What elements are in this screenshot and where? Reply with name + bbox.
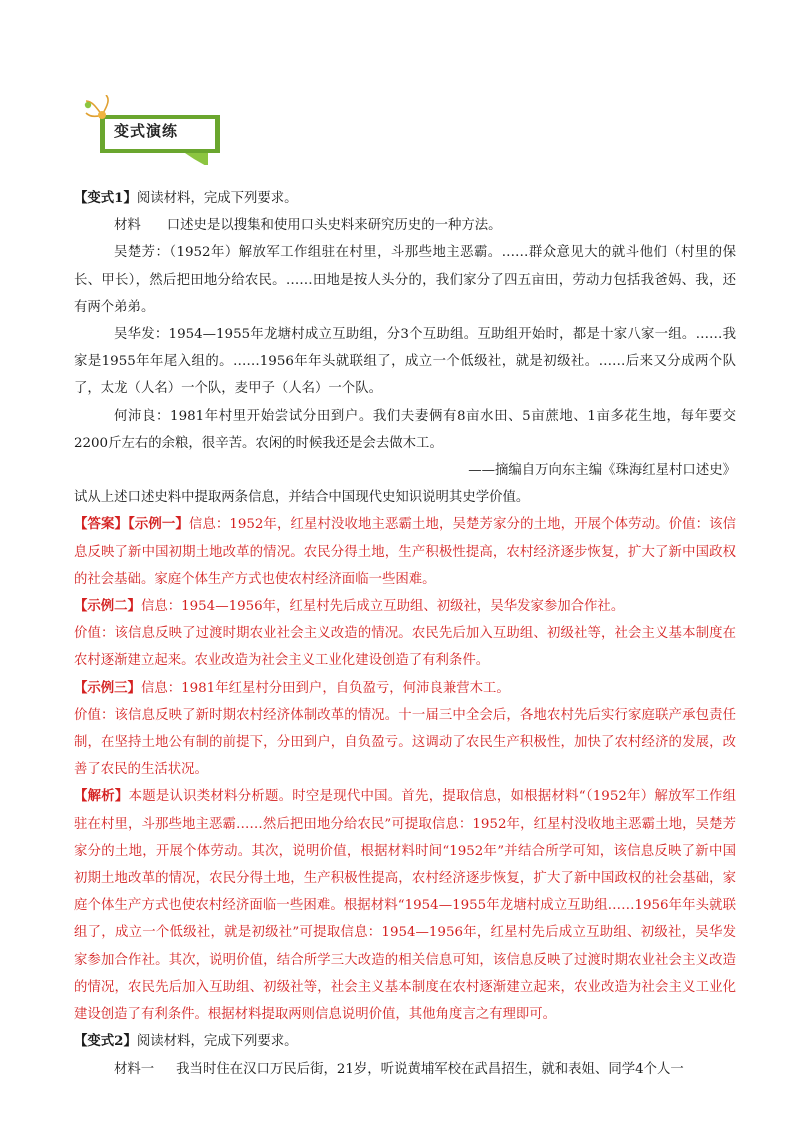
q1-material-label: 材料: [114, 218, 141, 234]
analysis-text: 本题是认识类材料分析题。时空是现代中国。首先，提取信息，如根据材料“（1952年）解放军工作组驻在村里，斗那些地主恶霸……然后把田地分给农民”可提取信息：1952年，红星村没收地主恶霸土地，吴楚芳家分的土地，开展个体劳动。其次，说明价值，根据材料时间“1952年”并结合所学可知，该信息反映了新中国初期土地改革的情况，农民分得土地，生产积极性提高，农村经济逐步恢复，扩大了新中国政权的社会基础，家庭个体生产方式也使农村经济面临一些困难。根据材料“1954—1955年龙塘村成立互助组……1956年年头就联组了，成立一个低级社，就是初级社”可提取信息：1954—1956年，红星村先后成立互助组、初级社，吴华发家参加合作社。其次，说明价值，结合所学三大改造的相关信息可知，该信息反映了过渡时期农业社会主义改造的情况，农民先后加入互助组、初级社等，社会主义基本制度在农村逐渐建立起来，农业改造为社会主义工业化建设创造了有利条件。根据材料提取两则信息说明价值，其他角度言之有理即可。: [74, 789, 736, 1023]
para-he-peiliang: 何沛良：1981年村里开始尝试分田到户。我们夫妻俩有8亩水田、5亩蔗地、1亩多花生地，每年要交2200斤左右的余粮，很辛苦。农闲的时候我还是会去做木工。: [74, 408, 736, 451]
q1-material-intro: 口述史是以搜集和使用口头史料来研究历史的一种方法。: [166, 218, 502, 234]
section-badge: [82, 95, 232, 165]
answer-example2: [74, 593, 736, 620]
example2-label: 【示例二】: [74, 598, 141, 615]
example3-value: 价值：该信息反映了新时期农村经济体制改革的情况。十一届三中全会后，各地农村先后实行家庭联产承包责任制，在坚持土地公有制的前提下，分田到户，自负盈亏。这调动了农民生产积极性，加快了农村经济的发展，改善了农民的生活状况。: [74, 707, 736, 778]
para-wu-huafa: 吴华发：1954—1955年龙塘村成立互助组，分3个互助组。互助组开始时，都是十家八家一组。……我家是1955年年尾入组的。……1956年年头就联组了，成立一个低级社，就是初级社。……后来又分成两个队了，太龙（人名）一个队，麦甲子（人名）一个队。: [74, 327, 736, 397]
q1-question: 试从上述口述史料中提取两条信息，并结合中国现代史知识说明其史学价值。: [74, 490, 530, 506]
q1-prompt: 阅读材料，完成下列要求。: [136, 191, 298, 206]
q1-header: [74, 185, 736, 212]
q2-header: [74, 1028, 736, 1055]
q2-material-text: 我当时住在汉口万民后街，21岁，听说黄埔军校在武昌招生，就和表姐、同学4个人一: [176, 1061, 684, 1077]
example3-info: 信息：1981年红星村分田到户，自负盈亏，何沛良兼营木工。: [140, 680, 510, 696]
answer-example1: [74, 511, 736, 593]
answer-label: 【答案】: [74, 516, 129, 533]
para-wu-chufang: 吴楚芳：（1952年）解放军工作组驻在村里，斗那些地主恶霸。……群众意见大的就斗他们（村里的保长、甲长），然后把田地分给农民。……田地是按人头分的，我们家分了四五亩田，劳动力包括我爸妈、我，还有两个弟弟。: [74, 245, 736, 315]
content-body: [74, 185, 736, 1083]
q2-label: 【变式2】: [74, 1033, 137, 1050]
example2-info: 信息：1954—1956年，红星村先后成立互助组、初级社，吴华发家参加合作社。: [140, 599, 625, 615]
example1-label: 【示例一】: [128, 516, 189, 533]
q2-material-line: [74, 1056, 736, 1083]
ribbon-tail: [182, 151, 208, 165]
q1-label: 【变式1】: [74, 190, 137, 206]
answer-example3: [74, 675, 736, 702]
material-source: ——摘编自万向东主编《珠海红星村口述史》: [468, 463, 736, 479]
example2-value: 价值：该信息反映了过渡时期农业社会主义改造的情况。农民先后加入互助组、初级社等，社会主义基本制度在农村逐渐建立起来。农业改造为社会主义工业化建设创造了有利条件。: [74, 626, 736, 669]
q2-prompt: 阅读材料，完成下列要求。: [136, 1034, 298, 1050]
q1-material-intro-line: [74, 212, 736, 239]
example1-text: 信息：1952年，红星村没收地主恶霸土地，吴楚芳家分的土地，开展个体劳动。价值：该信息反映了新中国初期土地改革的情况。农民分得土地，生产积极性提高，农村经济逐步恢复，扩大了新中国政权的社会基础。家庭个体生产方式也使农村经济面临一些困难。: [74, 517, 736, 587]
example3-label: 【示例三】: [74, 679, 141, 696]
string-knot-icon: [85, 95, 108, 119]
section-title: 变式演练: [114, 122, 179, 140]
analysis-label: 【解析】: [74, 788, 129, 805]
analysis: [74, 783, 736, 1028]
q2-material-label: 材料一: [114, 1061, 155, 1077]
